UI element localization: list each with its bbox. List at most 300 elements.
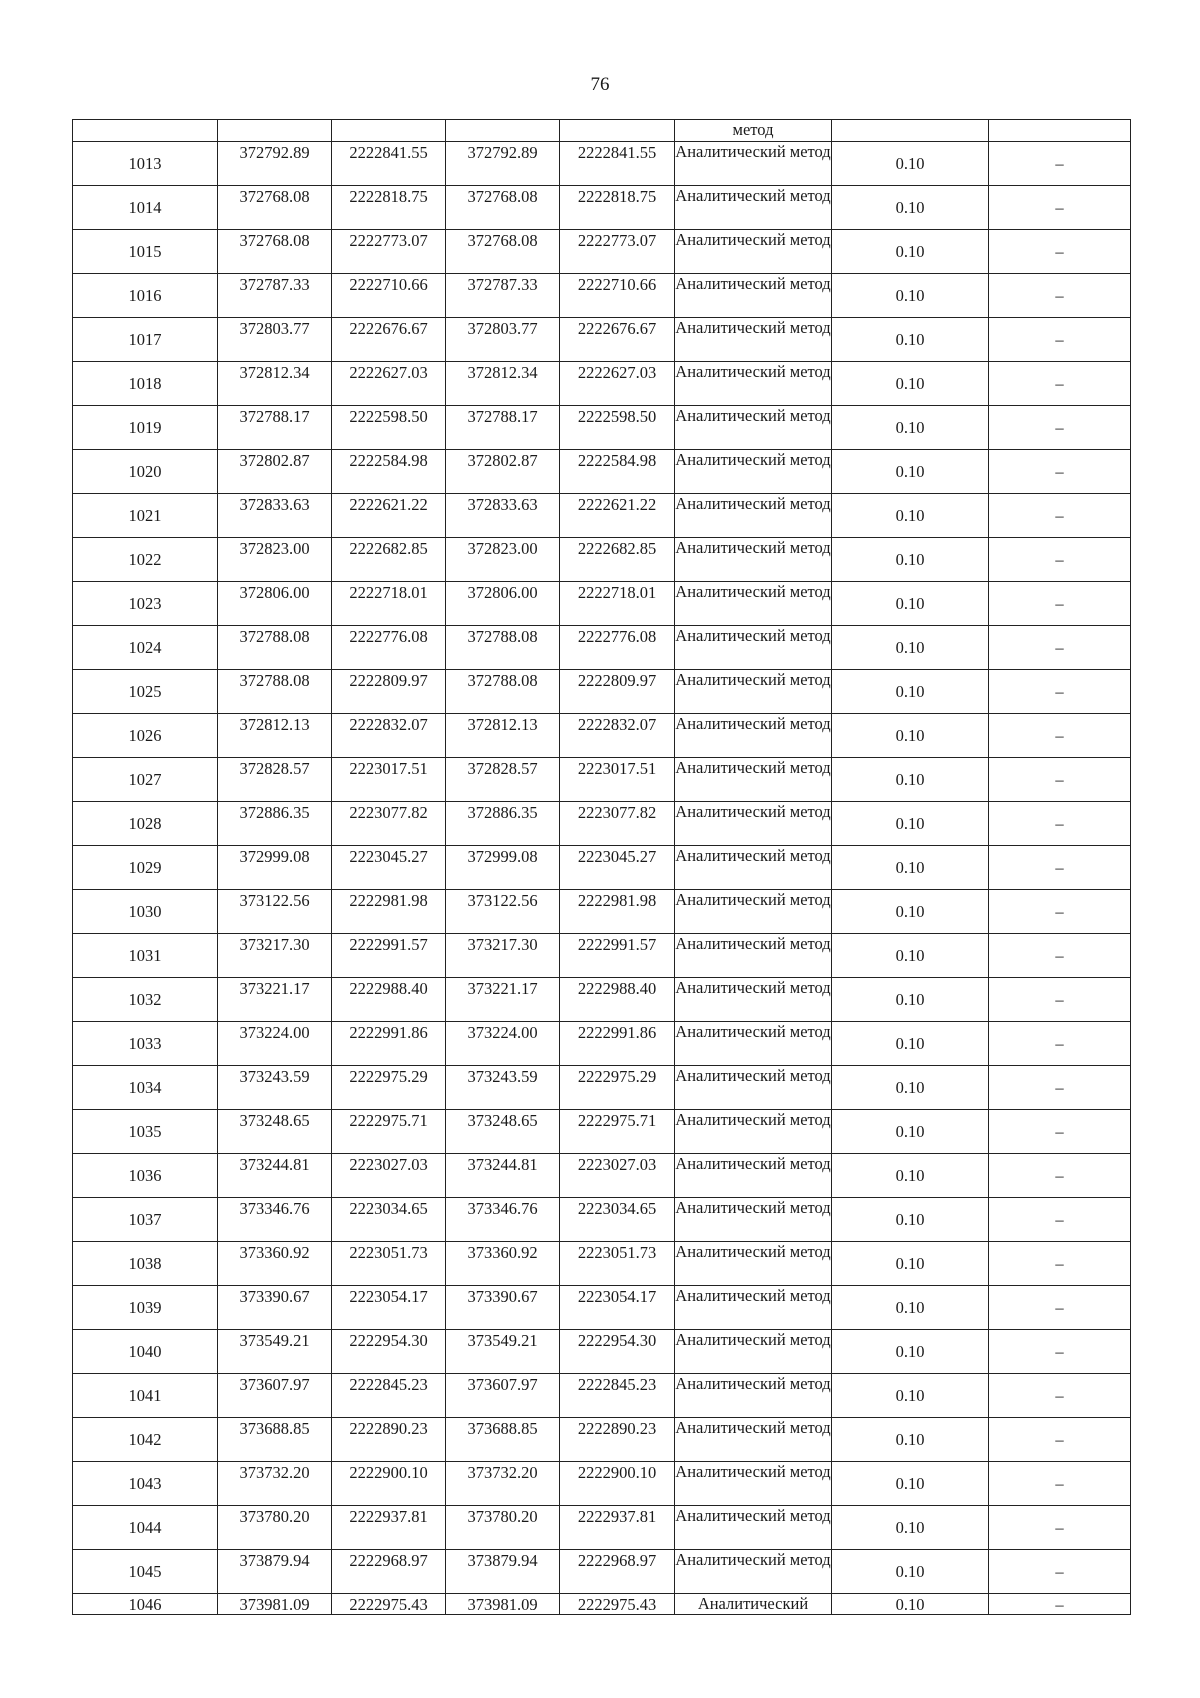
cell-extra: – bbox=[989, 1418, 1131, 1462]
cell-x1: 373360.92 bbox=[218, 1242, 332, 1286]
cell-number: 1025 bbox=[73, 670, 218, 714]
cell-x2: 373607.97 bbox=[446, 1374, 560, 1418]
cell-accuracy: 0.10 bbox=[832, 362, 989, 406]
cell-x2: 372999.08 bbox=[446, 846, 560, 890]
cell-x1: 372792.89 bbox=[218, 142, 332, 186]
cell-extra: – bbox=[989, 1550, 1131, 1594]
cell-y1: 2222598.50 bbox=[332, 406, 446, 450]
cell-accuracy: 0.10 bbox=[832, 1506, 989, 1550]
cell-number: 1045 bbox=[73, 1550, 218, 1594]
cell-x1: 373224.00 bbox=[218, 1022, 332, 1066]
cell-y2: 2222776.08 bbox=[560, 626, 675, 670]
cell-x2: 373879.94 bbox=[446, 1550, 560, 1594]
cell-y2: 2222845.23 bbox=[560, 1374, 675, 1418]
cell-number: 1024 bbox=[73, 626, 218, 670]
cell-accuracy: 0.10 bbox=[832, 890, 989, 934]
cell-accuracy: 0.10 bbox=[832, 802, 989, 846]
cell-accuracy: 0.10 bbox=[832, 1154, 989, 1198]
cell-x2: 373981.09 bbox=[446, 1594, 560, 1615]
cell-y1: 2222937.81 bbox=[332, 1506, 446, 1550]
cell-accuracy: 0.10 bbox=[832, 1550, 989, 1594]
cell-number: 1041 bbox=[73, 1374, 218, 1418]
cell-y1: 2223054.17 bbox=[332, 1286, 446, 1330]
table-row bbox=[73, 142, 1131, 186]
cell-y2: 2222718.01 bbox=[560, 582, 675, 626]
cell-y2: 2222900.10 bbox=[560, 1462, 675, 1506]
cell-method: Аналитический метод bbox=[675, 934, 832, 978]
cell-x1: 372768.08 bbox=[218, 186, 332, 230]
cell-accuracy bbox=[832, 120, 989, 142]
table-row bbox=[73, 538, 1131, 582]
cell-number: 1013 bbox=[73, 142, 218, 186]
cell-y1: 2222975.71 bbox=[332, 1110, 446, 1154]
cell-method: метод bbox=[675, 120, 832, 142]
cell-y1: 2222710.66 bbox=[332, 274, 446, 318]
cell-number: 1037 bbox=[73, 1198, 218, 1242]
cell-extra: – bbox=[989, 934, 1131, 978]
cell-extra: – bbox=[989, 626, 1131, 670]
cell-number: 1027 bbox=[73, 758, 218, 802]
cell-extra: – bbox=[989, 1374, 1131, 1418]
cell-method: Аналитический метод bbox=[675, 450, 832, 494]
cell-y1: 2222975.29 bbox=[332, 1066, 446, 1110]
cell-y2: 2222981.98 bbox=[560, 890, 675, 934]
cell-method: Аналитический метод bbox=[675, 1374, 832, 1418]
cell-number: 1032 bbox=[73, 978, 218, 1022]
cell-number: 1039 bbox=[73, 1286, 218, 1330]
cell-method: Аналитический метод bbox=[675, 186, 832, 230]
cell-x1: 372833.63 bbox=[218, 494, 332, 538]
cell-x1: 372803.77 bbox=[218, 318, 332, 362]
cell-extra: – bbox=[989, 274, 1131, 318]
cell-x1: 373221.17 bbox=[218, 978, 332, 1022]
cell-y2: 2222710.66 bbox=[560, 274, 675, 318]
cell-method: Аналитический метод bbox=[675, 1198, 832, 1242]
cell-method: Аналитический метод bbox=[675, 538, 832, 582]
cell-y1: 2222809.97 bbox=[332, 670, 446, 714]
cell-accuracy: 0.10 bbox=[832, 934, 989, 978]
cell-accuracy: 0.10 bbox=[832, 1198, 989, 1242]
cell-y1 bbox=[332, 120, 446, 142]
cell-y2: 2222773.07 bbox=[560, 230, 675, 274]
cell-x1: 372828.57 bbox=[218, 758, 332, 802]
cell-x2 bbox=[446, 120, 560, 142]
cell-x2: 373549.21 bbox=[446, 1330, 560, 1374]
table-row bbox=[73, 802, 1131, 846]
cell-accuracy: 0.10 bbox=[832, 714, 989, 758]
cell-x1: 373346.76 bbox=[218, 1198, 332, 1242]
cell-method: Аналитический метод bbox=[675, 1418, 832, 1462]
cell-accuracy: 0.10 bbox=[832, 626, 989, 670]
cell-y2: 2223017.51 bbox=[560, 758, 675, 802]
cell-x2: 372886.35 bbox=[446, 802, 560, 846]
cell-x1: 373981.09 bbox=[218, 1594, 332, 1615]
cell-x2: 373360.92 bbox=[446, 1242, 560, 1286]
cell-x2: 373780.20 bbox=[446, 1506, 560, 1550]
cell-extra: – bbox=[989, 362, 1131, 406]
cell-y2: 2222841.55 bbox=[560, 142, 675, 186]
cell-y1: 2222841.55 bbox=[332, 142, 446, 186]
cell-method: Аналитический метод bbox=[675, 1110, 832, 1154]
cell-x2: 372803.77 bbox=[446, 318, 560, 362]
cell-y1: 2222968.97 bbox=[332, 1550, 446, 1594]
cell-accuracy: 0.10 bbox=[832, 494, 989, 538]
cell-x2: 372787.33 bbox=[446, 274, 560, 318]
cell-x1: 372806.00 bbox=[218, 582, 332, 626]
cell-x2: 372812.34 bbox=[446, 362, 560, 406]
table-row bbox=[73, 1418, 1131, 1462]
cell-x1: 372812.34 bbox=[218, 362, 332, 406]
cell-extra bbox=[989, 120, 1131, 142]
cell-x1: 372823.00 bbox=[218, 538, 332, 582]
cell-y2: 2222968.97 bbox=[560, 1550, 675, 1594]
cell-number: 1044 bbox=[73, 1506, 218, 1550]
cell-x2: 373346.76 bbox=[446, 1198, 560, 1242]
cell-method: Аналитический метод bbox=[675, 1462, 832, 1506]
cell-method: Аналитический метод bbox=[675, 978, 832, 1022]
cell-x2: 373688.85 bbox=[446, 1418, 560, 1462]
cell-extra: – bbox=[989, 1022, 1131, 1066]
cell-method: Аналитический метод bbox=[675, 890, 832, 934]
cell-y2: 2223034.65 bbox=[560, 1198, 675, 1242]
cell-extra: – bbox=[989, 582, 1131, 626]
cell-y1: 2222776.08 bbox=[332, 626, 446, 670]
cell-method: Аналитический метод bbox=[675, 670, 832, 714]
cell-x1: 373549.21 bbox=[218, 1330, 332, 1374]
table-row bbox=[73, 362, 1131, 406]
cell-number: 1022 bbox=[73, 538, 218, 582]
cell-y1: 2222954.30 bbox=[332, 1330, 446, 1374]
cell-y2: 2223027.03 bbox=[560, 1154, 675, 1198]
cell-y2: 2222991.57 bbox=[560, 934, 675, 978]
cell-accuracy: 0.10 bbox=[832, 582, 989, 626]
cell-method: Аналитический метод bbox=[675, 1066, 832, 1110]
cell-y1: 2222818.75 bbox=[332, 186, 446, 230]
cell-x1: 372999.08 bbox=[218, 846, 332, 890]
cell-method: Аналитический метод bbox=[675, 1330, 832, 1374]
cell-x2: 372788.08 bbox=[446, 626, 560, 670]
cell-number: 1033 bbox=[73, 1022, 218, 1066]
cell-x2: 372788.08 bbox=[446, 670, 560, 714]
cell-extra: – bbox=[989, 1286, 1131, 1330]
cell-x1: 373688.85 bbox=[218, 1418, 332, 1462]
table-row bbox=[73, 494, 1131, 538]
cell-x1: 372788.08 bbox=[218, 670, 332, 714]
cell-x2: 372768.08 bbox=[446, 230, 560, 274]
table-row bbox=[73, 274, 1131, 318]
cell-x1 bbox=[218, 120, 332, 142]
cell-method: Аналитический метод bbox=[675, 406, 832, 450]
table-row bbox=[73, 1462, 1131, 1506]
cell-x2: 372788.17 bbox=[446, 406, 560, 450]
cell-y2: 2222598.50 bbox=[560, 406, 675, 450]
cell-y2: 2222954.30 bbox=[560, 1330, 675, 1374]
cell-x1: 372787.33 bbox=[218, 274, 332, 318]
cell-method: Аналитический метод bbox=[675, 274, 832, 318]
cell-accuracy: 0.10 bbox=[832, 142, 989, 186]
cell-y1: 2222621.22 bbox=[332, 494, 446, 538]
cell-x1: 373122.56 bbox=[218, 890, 332, 934]
table-row bbox=[73, 1066, 1131, 1110]
cell-x2: 373390.67 bbox=[446, 1286, 560, 1330]
cell-y1: 2223077.82 bbox=[332, 802, 446, 846]
cell-x2: 372802.87 bbox=[446, 450, 560, 494]
table-row bbox=[73, 1110, 1131, 1154]
cell-method: Аналитический метод bbox=[675, 1550, 832, 1594]
cell-y1: 2222676.67 bbox=[332, 318, 446, 362]
cell-x2: 372828.57 bbox=[446, 758, 560, 802]
cell-x2: 373217.30 bbox=[446, 934, 560, 978]
table-row bbox=[73, 582, 1131, 626]
cell-number: 1015 bbox=[73, 230, 218, 274]
cell-y1: 2222627.03 bbox=[332, 362, 446, 406]
cell-y2: 2222621.22 bbox=[560, 494, 675, 538]
cell-y2: 2222975.43 bbox=[560, 1594, 675, 1615]
cell-method: Аналитический метод bbox=[675, 1286, 832, 1330]
cell-x1: 373732.20 bbox=[218, 1462, 332, 1506]
cell-accuracy: 0.10 bbox=[832, 1022, 989, 1066]
table-row bbox=[73, 1594, 1131, 1615]
cell-y2: 2222676.67 bbox=[560, 318, 675, 362]
cell-x1: 372788.17 bbox=[218, 406, 332, 450]
cell-method: Аналитический метод bbox=[675, 802, 832, 846]
cell-x2: 372812.13 bbox=[446, 714, 560, 758]
table-row bbox=[73, 1286, 1131, 1330]
coordinates-table bbox=[72, 119, 1131, 1615]
cell-y2: 2222975.29 bbox=[560, 1066, 675, 1110]
cell-number: 1043 bbox=[73, 1462, 218, 1506]
table-row bbox=[73, 1022, 1131, 1066]
cell-y1: 2222900.10 bbox=[332, 1462, 446, 1506]
cell-x1: 373243.59 bbox=[218, 1066, 332, 1110]
cell-accuracy: 0.10 bbox=[832, 1242, 989, 1286]
cell-method: Аналитический метод bbox=[675, 846, 832, 890]
cell-y1: 2222845.23 bbox=[332, 1374, 446, 1418]
cell-number: 1042 bbox=[73, 1418, 218, 1462]
cell-extra: – bbox=[989, 978, 1131, 1022]
table-row bbox=[73, 1154, 1131, 1198]
cell-x1: 373244.81 bbox=[218, 1154, 332, 1198]
cell-y1: 2222981.98 bbox=[332, 890, 446, 934]
cell-extra: – bbox=[989, 1154, 1131, 1198]
cell-x2: 373221.17 bbox=[446, 978, 560, 1022]
cell-extra: – bbox=[989, 1330, 1131, 1374]
cell-number: 1036 bbox=[73, 1154, 218, 1198]
cell-accuracy: 0.10 bbox=[832, 274, 989, 318]
cell-y1: 2223017.51 bbox=[332, 758, 446, 802]
cell-extra: – bbox=[989, 230, 1131, 274]
cell-x2: 372833.63 bbox=[446, 494, 560, 538]
cell-extra: – bbox=[989, 494, 1131, 538]
cell-number: 1029 bbox=[73, 846, 218, 890]
cell-accuracy: 0.10 bbox=[832, 186, 989, 230]
table-row bbox=[73, 230, 1131, 274]
cell-x1: 373248.65 bbox=[218, 1110, 332, 1154]
cell-x1: 373607.97 bbox=[218, 1374, 332, 1418]
cell-y1: 2222890.23 bbox=[332, 1418, 446, 1462]
cell-y1: 2222975.43 bbox=[332, 1594, 446, 1615]
cell-x2: 373248.65 bbox=[446, 1110, 560, 1154]
cell-accuracy: 0.10 bbox=[832, 406, 989, 450]
cell-y1: 2223045.27 bbox=[332, 846, 446, 890]
cell-method: Аналитический метод bbox=[675, 714, 832, 758]
cell-y2: 2222975.71 bbox=[560, 1110, 675, 1154]
cell-extra: – bbox=[989, 1462, 1131, 1506]
table-row bbox=[73, 846, 1131, 890]
cell-accuracy: 0.10 bbox=[832, 318, 989, 362]
cell-x1: 373780.20 bbox=[218, 1506, 332, 1550]
cell-number: 1038 bbox=[73, 1242, 218, 1286]
cell-accuracy: 0.10 bbox=[832, 758, 989, 802]
cell-y1: 2222991.57 bbox=[332, 934, 446, 978]
cell-extra: – bbox=[989, 802, 1131, 846]
cell-y1: 2222584.98 bbox=[332, 450, 446, 494]
cell-x2: 373244.81 bbox=[446, 1154, 560, 1198]
cell-y1: 2222988.40 bbox=[332, 978, 446, 1022]
cell-y2: 2222809.97 bbox=[560, 670, 675, 714]
cell-extra: – bbox=[989, 670, 1131, 714]
cell-y1: 2222718.01 bbox=[332, 582, 446, 626]
cell-y2: 2222991.86 bbox=[560, 1022, 675, 1066]
cell-x1: 372802.87 bbox=[218, 450, 332, 494]
cell-y2: 2222818.75 bbox=[560, 186, 675, 230]
table-row bbox=[73, 406, 1131, 450]
cell-method: Аналитический bbox=[675, 1594, 832, 1615]
cell-y2: 2222988.40 bbox=[560, 978, 675, 1022]
table-row bbox=[73, 758, 1131, 802]
cell-extra: – bbox=[989, 758, 1131, 802]
cell-method: Аналитический метод bbox=[675, 626, 832, 670]
cell-accuracy: 0.10 bbox=[832, 1418, 989, 1462]
cell-extra: – bbox=[989, 1594, 1131, 1615]
cell-method: Аналитический метод bbox=[675, 1154, 832, 1198]
cell-number: 1019 bbox=[73, 406, 218, 450]
cell-method: Аналитический метод bbox=[675, 582, 832, 626]
table-row bbox=[73, 670, 1131, 714]
table-row bbox=[73, 890, 1131, 934]
table-row bbox=[73, 978, 1131, 1022]
cell-y2: 2222682.85 bbox=[560, 538, 675, 582]
cell-number: 1040 bbox=[73, 1330, 218, 1374]
cell-accuracy: 0.10 bbox=[832, 1374, 989, 1418]
cell-method: Аналитический метод bbox=[675, 1242, 832, 1286]
cell-extra: – bbox=[989, 406, 1131, 450]
cell-y2: 2222832.07 bbox=[560, 714, 675, 758]
cell-number: 1026 bbox=[73, 714, 218, 758]
cell-accuracy: 0.10 bbox=[832, 1594, 989, 1615]
cell-y1: 2222773.07 bbox=[332, 230, 446, 274]
table-row bbox=[73, 714, 1131, 758]
continuation-row bbox=[73, 120, 1131, 142]
cell-x1: 373217.30 bbox=[218, 934, 332, 978]
table-row bbox=[73, 1330, 1131, 1374]
cell-extra: – bbox=[989, 1198, 1131, 1242]
cell-x2: 372806.00 bbox=[446, 582, 560, 626]
cell-number: 1014 bbox=[73, 186, 218, 230]
cell-x1: 372788.08 bbox=[218, 626, 332, 670]
cell-x2: 372792.89 bbox=[446, 142, 560, 186]
table-body bbox=[73, 120, 1131, 1615]
cell-x2: 372823.00 bbox=[446, 538, 560, 582]
cell-x2: 373243.59 bbox=[446, 1066, 560, 1110]
cell-accuracy: 0.10 bbox=[832, 1286, 989, 1330]
cell-x2: 372768.08 bbox=[446, 186, 560, 230]
table-row bbox=[73, 626, 1131, 670]
table-row bbox=[73, 186, 1131, 230]
cell-y2: 2222627.03 bbox=[560, 362, 675, 406]
cell-y1: 2223027.03 bbox=[332, 1154, 446, 1198]
cell-y1: 2222832.07 bbox=[332, 714, 446, 758]
cell-x2: 373732.20 bbox=[446, 1462, 560, 1506]
cell-number: 1028 bbox=[73, 802, 218, 846]
cell-number: 1035 bbox=[73, 1110, 218, 1154]
cell-method: Аналитический метод bbox=[675, 1506, 832, 1550]
cell-extra: – bbox=[989, 538, 1131, 582]
cell-accuracy: 0.10 bbox=[832, 450, 989, 494]
cell-y2: 2222890.23 bbox=[560, 1418, 675, 1462]
cell-method: Аналитический метод bbox=[675, 1022, 832, 1066]
table-row bbox=[73, 1506, 1131, 1550]
cell-y2: 2223045.27 bbox=[560, 846, 675, 890]
cell-extra: – bbox=[989, 318, 1131, 362]
cell-number: 1020 bbox=[73, 450, 218, 494]
cell-accuracy: 0.10 bbox=[832, 846, 989, 890]
cell-x1: 373390.67 bbox=[218, 1286, 332, 1330]
table-row bbox=[73, 450, 1131, 494]
cell-y1: 2223051.73 bbox=[332, 1242, 446, 1286]
cell-number: 1046 bbox=[73, 1594, 218, 1615]
cell-y2: 2223051.73 bbox=[560, 1242, 675, 1286]
cell-extra: – bbox=[989, 186, 1131, 230]
cell-number: 1016 bbox=[73, 274, 218, 318]
cell-extra: – bbox=[989, 846, 1131, 890]
cell-number: 1034 bbox=[73, 1066, 218, 1110]
cell-y2 bbox=[560, 120, 675, 142]
cell-y2: 2223077.82 bbox=[560, 802, 675, 846]
cell-method: Аналитический метод bbox=[675, 758, 832, 802]
cell-number bbox=[73, 120, 218, 142]
cell-x2: 373224.00 bbox=[446, 1022, 560, 1066]
table-row bbox=[73, 318, 1131, 362]
cell-y1: 2223034.65 bbox=[332, 1198, 446, 1242]
cell-y2: 2222937.81 bbox=[560, 1506, 675, 1550]
cell-extra: – bbox=[989, 142, 1131, 186]
cell-extra: – bbox=[989, 1506, 1131, 1550]
cell-y1: 2222682.85 bbox=[332, 538, 446, 582]
cell-y1: 2222991.86 bbox=[332, 1022, 446, 1066]
cell-extra: – bbox=[989, 1242, 1131, 1286]
cell-y2: 2222584.98 bbox=[560, 450, 675, 494]
cell-accuracy: 0.10 bbox=[832, 1110, 989, 1154]
cell-number: 1031 bbox=[73, 934, 218, 978]
cell-number: 1023 bbox=[73, 582, 218, 626]
page-number: 76 bbox=[590, 74, 610, 95]
cell-accuracy: 0.10 bbox=[832, 670, 989, 714]
cell-number: 1030 bbox=[73, 890, 218, 934]
cell-method: Аналитический метод bbox=[675, 230, 832, 274]
cell-extra: – bbox=[989, 714, 1131, 758]
cell-accuracy: 0.10 bbox=[832, 230, 989, 274]
cell-extra: – bbox=[989, 890, 1131, 934]
cell-extra: – bbox=[989, 450, 1131, 494]
cell-number: 1018 bbox=[73, 362, 218, 406]
cell-x2: 373122.56 bbox=[446, 890, 560, 934]
cell-method: Аналитический метод bbox=[675, 494, 832, 538]
table-row bbox=[73, 1550, 1131, 1594]
cell-x1: 372886.35 bbox=[218, 802, 332, 846]
table-row bbox=[73, 934, 1131, 978]
table-row bbox=[73, 1242, 1131, 1286]
